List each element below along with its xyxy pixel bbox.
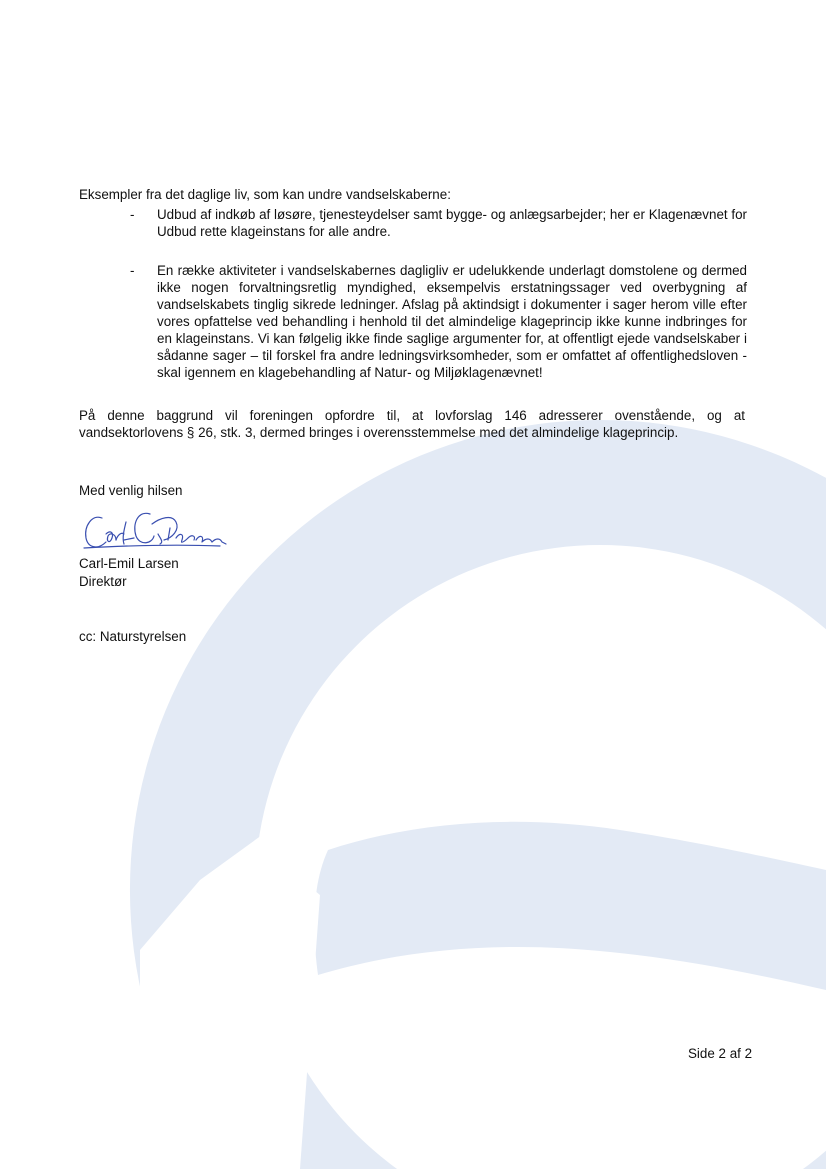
bullet-marker: - — [130, 207, 135, 222]
page-number: Side 2 af 2 — [688, 1046, 753, 1061]
bullet-marker: - — [130, 263, 135, 278]
bullet-item: En række aktiviteter i vandselskabernes dagligliv er udelukkende underlagt domstolene og dermed ikke nogen forvaltningsretlig myndighed, eksempelvis erstatningssager ved overbygning af vandselskabets tinglig sikrede ledninger. Afslag på aktindsigt i dokumenter i sager herom ville efter vores opfattelse ved behandling i henhold til det almindelige klageprincip ikke kunne indbringes for en klageinstans. Vi kan følgelig ikke finde saglige argumenter for, at offentligt ejede vandselskaber i sådanne sager – til forskel fra andre ledningsvirksomheder, som er omfattet af offentlighedsloven - skal igennem en klagebehandling af Natur- og Miljøklagenævnet! — [157, 263, 747, 380]
closing-salutation: Med venlig hilsen — [79, 483, 183, 498]
handwritten-signature — [80, 504, 230, 558]
signatory-title: Direktør — [79, 574, 127, 589]
bullet-item: Udbud af indkøb af løsøre, tjenesteydelser samt bygge- og anlægsarbejder; her er Klagenævnet for Udbud rette klageinstans for alle andre. — [157, 207, 747, 239]
signatory-name: Carl-Emil Larsen — [79, 556, 179, 571]
cc-line: cc: Naturstyrelsen — [79, 629, 187, 644]
body-paragraph: På denne baggrund vil foreningen opfordre til, at lovforslag 146 adresserer ovenstående, og at vandsektorlovens § 26, stk. 3, dermed bringes i overensstemmelse med det almindelige klageprincip. — [79, 408, 745, 440]
intro-text: Eksempler fra det daglige liv, som kan undre vandselskaberne: — [79, 187, 451, 202]
